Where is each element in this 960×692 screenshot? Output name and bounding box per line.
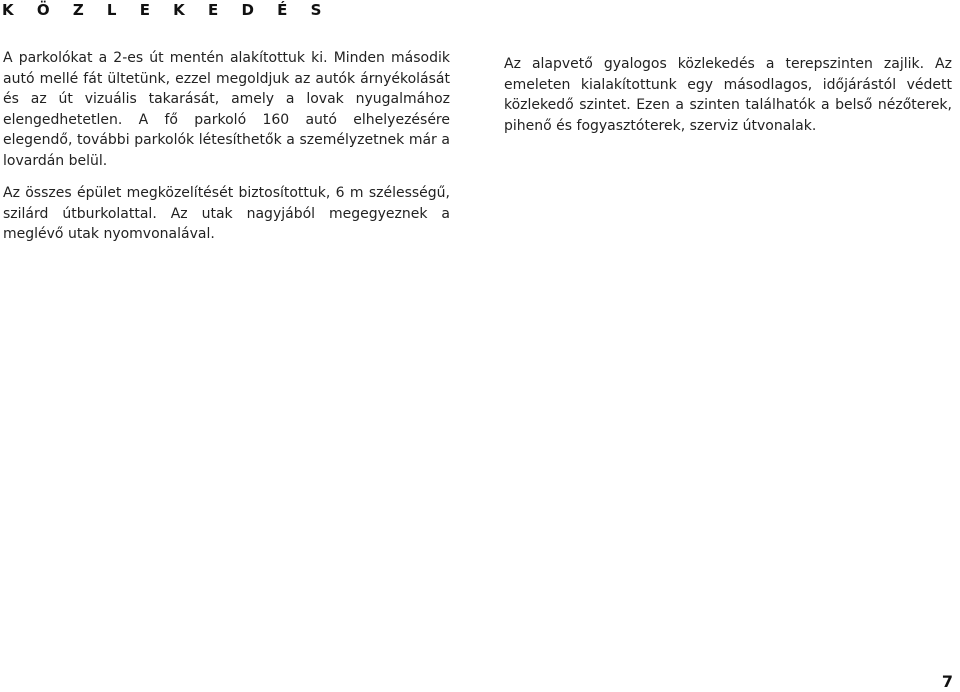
page-number: 7 <box>941 672 953 691</box>
pedestrian-paragraph: Az alapvető gyalogos közlekedés a terepszinten zajlik. Az emeleten kialakítottunk egy másodlagos, időjárástól védett közlekedő szintet. Ezen a szinten találhatók a belső nézőterek, pihenő és fogyasztóterek, szerviz útvonalak. <box>504 56 952 134</box>
parking-paragraph: A parkolókat a 2-es út mentén alakítottuk ki. Minden második autó mellé fát ültetünk, ezzel megoldjuk az autók árnyékolását és az út vizuális takarását, amely a lovak nyugalmához elengedhetetlen. A fő parkoló 160 autó elhelyezésére elegendő, további parkolók létesíthetők a személyzetnek már a lovardán belül. <box>3 50 450 169</box>
section-title: K Ö Z L E K E D É S <box>2 1 331 19</box>
road-access-paragraph: Az összes épület megközelítését biztosítottuk, 6 m szélességű, szilárd útburkolattal. Az utak nagyjából megegyeznek a meglévő utak nyomvonalával. <box>3 185 450 242</box>
